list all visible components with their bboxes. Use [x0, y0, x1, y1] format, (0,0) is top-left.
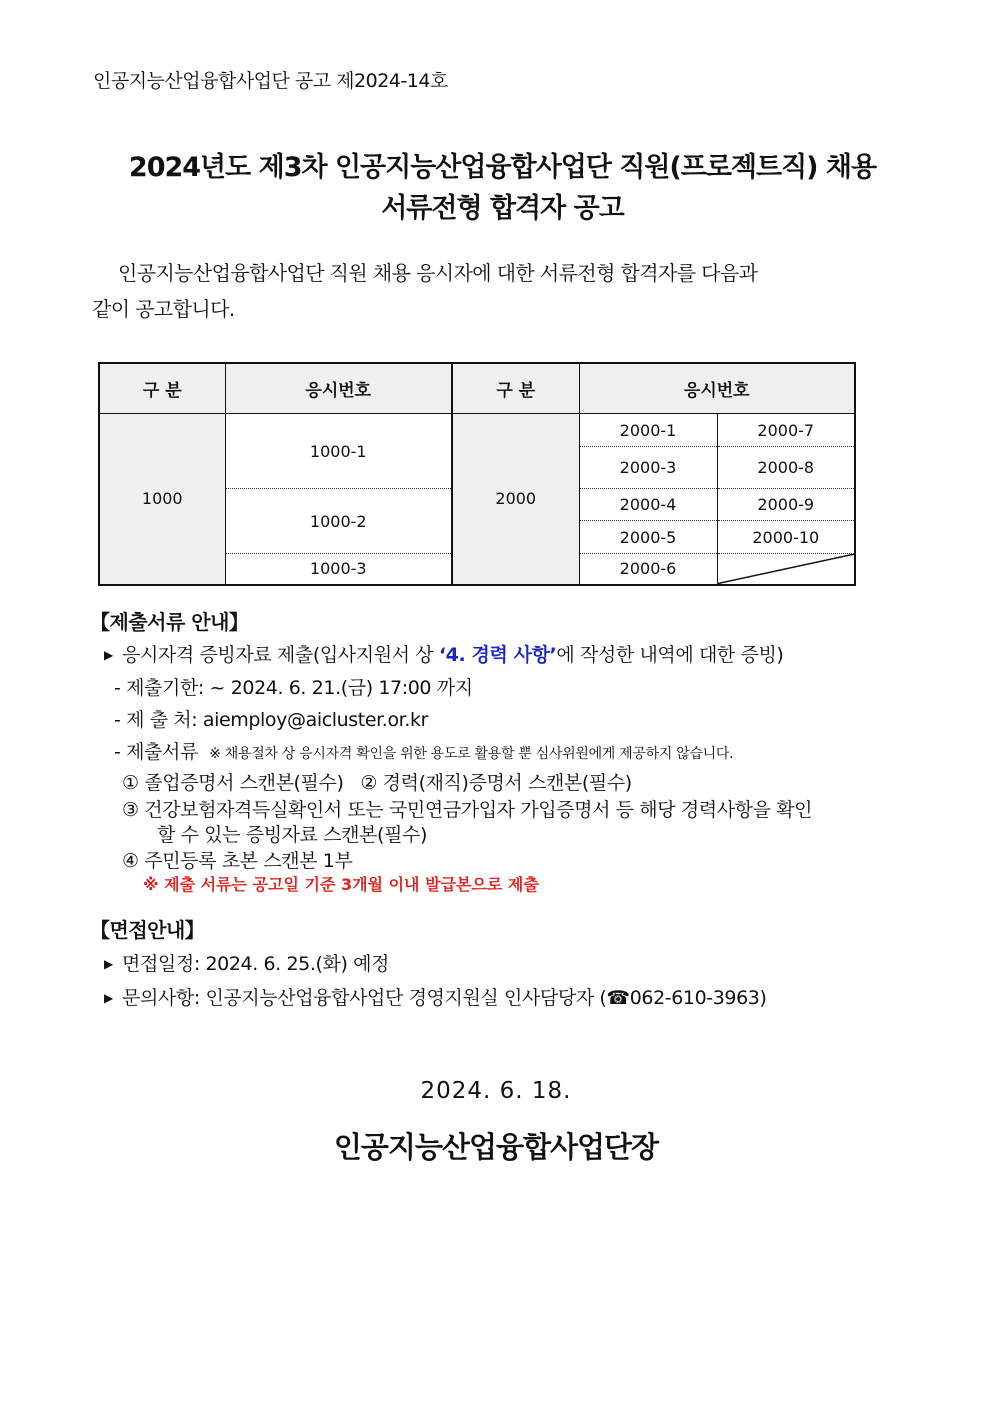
header-category-1: 구 분	[99, 363, 225, 414]
document-item-3: ③ 건강보험자격득실확인서 또는 국민연금가입자 가입증명서 등 해당 경력사항을 확인	[122, 799, 813, 821]
document-item-1-2: ① 졸업증명서 스캔본(필수) ② 경력(재직)증명서 스캔본(필수)	[122, 772, 632, 794]
intro-paragraph	[92, 255, 852, 327]
empty-diagonal-cell	[717, 554, 855, 585]
submission-deadline: - 제출기한: ~ 2024. 6. 21.(금) 17:00 까지	[114, 677, 473, 699]
documents-note: ※ 채용절차 상 응시자격 확인을 위한 용도로 활용할 뿐 심사위원에게 제공하지 않습니다.	[209, 746, 734, 762]
number-cell: 1000-3	[225, 554, 452, 585]
number-cell: 2000-8	[717, 447, 855, 489]
submission-warning: ※ 제출 서류는 공고일 기준 3개월 이내 발급본으로 제출	[143, 875, 539, 894]
triangle-bullet-icon: ▶	[104, 957, 113, 971]
number-cell: 2000-3	[579, 447, 717, 489]
page-title-line2: 서류전형 합격자 공고	[381, 193, 624, 224]
signatory: 인공지능산업융합사업단장	[333, 1130, 659, 1164]
header-category-2: 구 분	[452, 363, 579, 414]
number-cell: 2000-7	[717, 414, 855, 447]
contact-text: 문의사항: 인공지능산업융합사업단 경영지원실 인사담당자 (☎062-610-3963)	[122, 987, 767, 1009]
documents-bullet	[104, 640, 783, 667]
number-cell: 2000-5	[579, 521, 717, 554]
notice-number: 인공지능산업융합사업단 공고 제2024-14호	[93, 70, 448, 92]
diagonal-line-icon	[718, 554, 855, 584]
schedule-text: 면접일정: 2024. 6. 25.(화) 예정	[122, 953, 390, 975]
page-title-line1: 2024년도 제3차 인공지능산업융합사업단 직원(프로젝트직) 채용	[128, 152, 877, 183]
intro-line1: 인공지능산업융합사업단 직원 채용 응시자에 대한 서류전형 합격자를 다음과	[118, 261, 758, 285]
table-row	[99, 414, 855, 447]
number-cell: 2000-4	[579, 489, 717, 521]
interview-contact	[104, 983, 767, 1010]
document-item-4: ④ 주민등록 초본 스캔본 1부	[122, 850, 353, 872]
career-highlight: ‘4. 경력 사항’	[438, 644, 557, 666]
triangle-bullet-icon: ▶	[104, 991, 113, 1005]
documents-label: - 제출서류	[114, 741, 198, 763]
interview-heading: 【면접안내】	[90, 918, 205, 942]
bullet-text: 응시자격 증빙자료 제출(입사지원서 상	[122, 644, 439, 666]
triangle-bullet-icon: ▶	[104, 648, 113, 662]
document-item-3-cont: 할 수 있는 증빙자료 스캔본(필수)	[157, 824, 427, 846]
number-cell: 2000-6	[579, 554, 717, 585]
category-cell-2000: 2000	[452, 414, 579, 585]
interview-schedule	[104, 949, 389, 976]
number-cell: 1000-2	[225, 489, 452, 554]
table-header-row	[99, 363, 855, 414]
category-cell-1000: 1000	[99, 414, 225, 585]
bullet-text-suffix: 에 작성한 내역에 대한 증빙)	[556, 644, 784, 666]
number-cell: 2000-1	[579, 414, 717, 447]
number-cell: 2000-10	[717, 521, 855, 554]
documents-heading: 【제출서류 안내】	[90, 610, 249, 634]
result-table	[98, 362, 856, 586]
documents-label-row	[114, 737, 733, 764]
number-cell: 1000-1	[225, 414, 452, 489]
intro-line2: 같이 공고합니다.	[92, 297, 235, 321]
header-number-2: 응시번호	[579, 363, 855, 414]
announcement-date: 2024. 6. 18.	[420, 1078, 572, 1104]
submission-destination: - 제 출 처: aiemploy@aicluster.or.kr	[114, 709, 428, 731]
number-cell: 2000-9	[717, 489, 855, 521]
header-number-1: 응시번호	[225, 363, 452, 414]
